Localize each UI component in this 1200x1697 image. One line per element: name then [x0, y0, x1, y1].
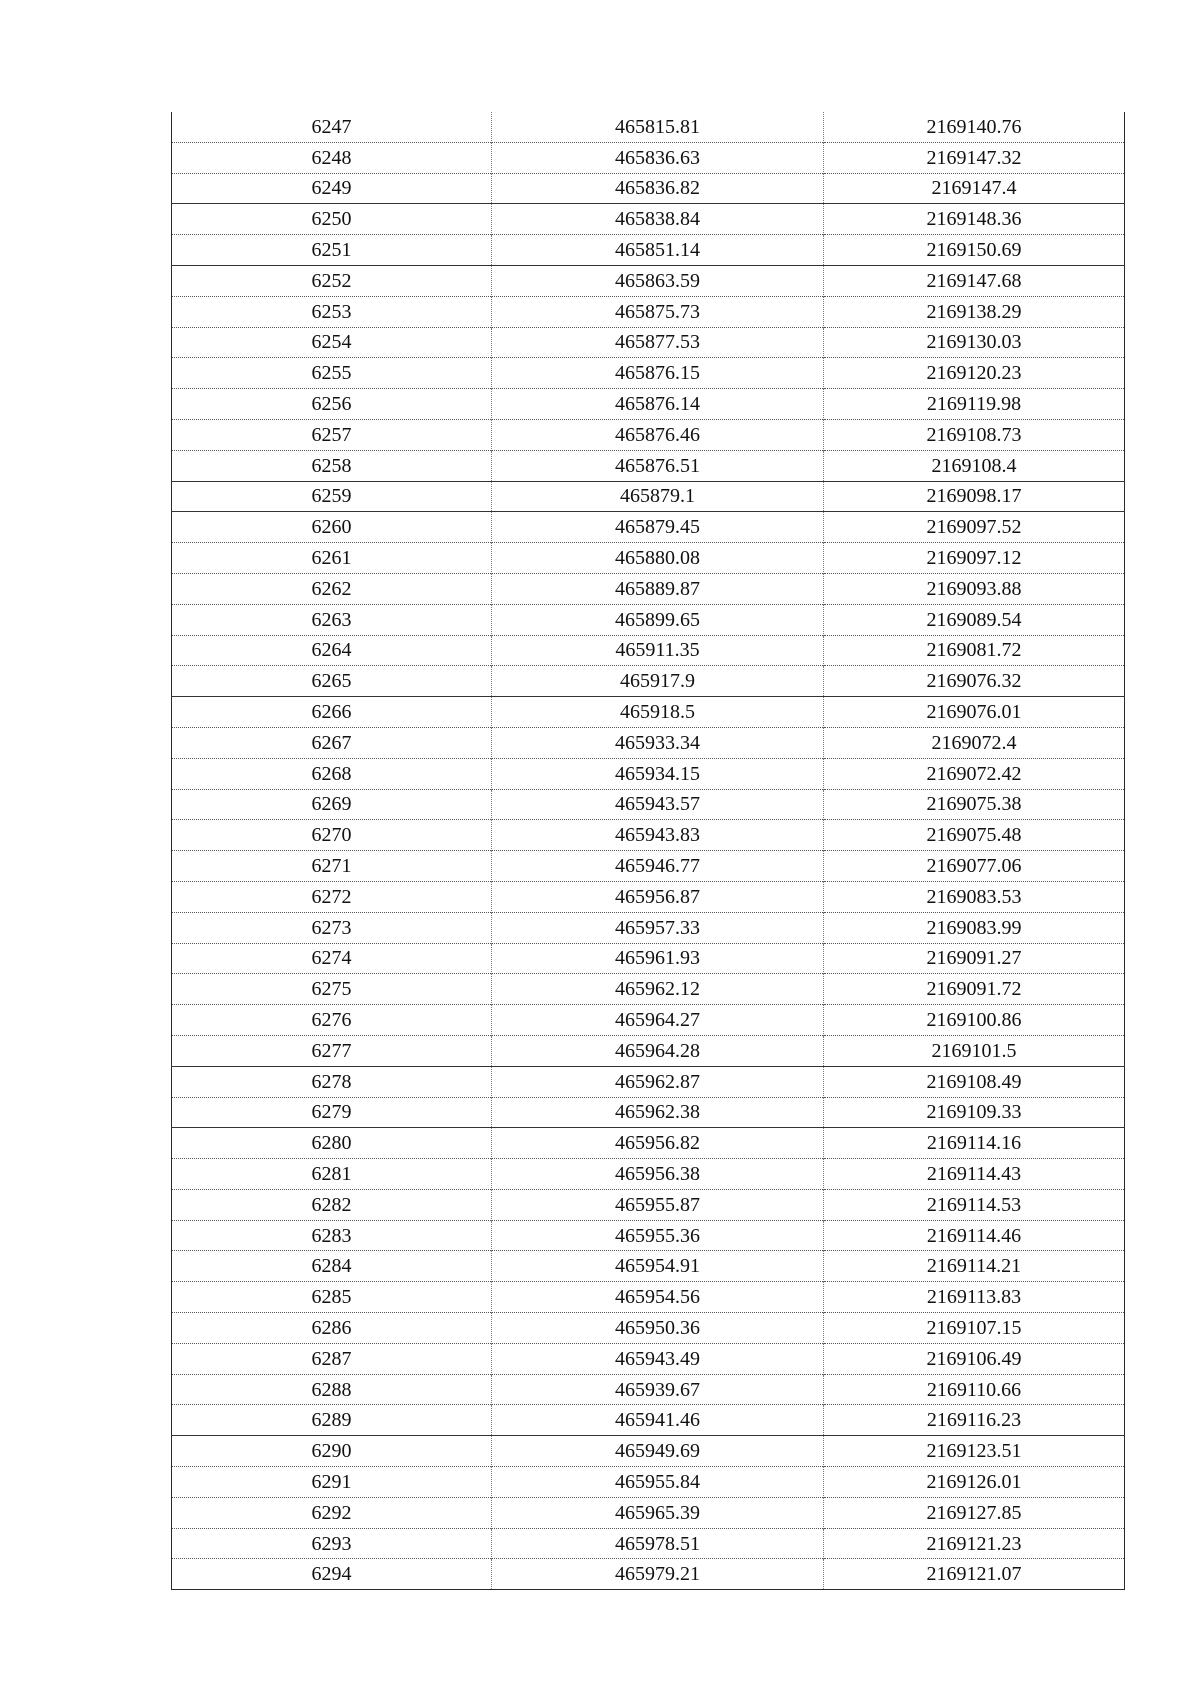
x-coordinate-cell: 465876.14	[492, 389, 824, 420]
x-coordinate-cell: 465836.63	[492, 142, 824, 173]
point-number-cell: 6269	[172, 789, 492, 820]
point-number-cell: 6276	[172, 1005, 492, 1036]
table-row	[172, 1528, 1125, 1559]
table-row	[172, 1313, 1125, 1344]
x-coordinate-cell: 465917.9	[492, 666, 824, 697]
table-row	[172, 1159, 1125, 1190]
x-coordinate-cell: 465961.93	[492, 943, 824, 974]
table-row	[172, 512, 1125, 543]
point-number-cell: 6286	[172, 1313, 492, 1344]
point-number-cell: 6261	[172, 543, 492, 574]
y-coordinate-cell: 2169147.4	[824, 173, 1125, 204]
y-coordinate-cell: 2169150.69	[824, 235, 1125, 266]
point-number-cell: 6280	[172, 1128, 492, 1159]
point-number-cell: 6282	[172, 1189, 492, 1220]
point-number-cell: 6270	[172, 820, 492, 851]
point-number-cell: 6273	[172, 912, 492, 943]
x-coordinate-cell: 465899.65	[492, 604, 824, 635]
table-row	[172, 265, 1125, 296]
y-coordinate-cell: 2169121.23	[824, 1528, 1125, 1559]
y-coordinate-cell: 2169113.83	[824, 1282, 1125, 1313]
point-number-cell: 6268	[172, 758, 492, 789]
table-row	[172, 1282, 1125, 1313]
point-number-cell: 6278	[172, 1066, 492, 1097]
y-coordinate-cell: 2169075.38	[824, 789, 1125, 820]
table-row	[172, 1066, 1125, 1097]
y-coordinate-cell: 2169072.4	[824, 727, 1125, 758]
table-row	[172, 389, 1125, 420]
table-row	[172, 1405, 1125, 1436]
x-coordinate-cell: 465956.82	[492, 1128, 824, 1159]
x-coordinate-cell: 465838.84	[492, 204, 824, 235]
point-number-cell: 6252	[172, 265, 492, 296]
table-row	[172, 1128, 1125, 1159]
table-row	[172, 912, 1125, 943]
table-row	[172, 1005, 1125, 1036]
table-row	[172, 789, 1125, 820]
y-coordinate-cell: 2169138.29	[824, 296, 1125, 327]
x-coordinate-cell: 465880.08	[492, 543, 824, 574]
point-number-cell: 6291	[172, 1467, 492, 1498]
y-coordinate-cell: 2169077.06	[824, 851, 1125, 882]
y-coordinate-cell: 2169076.01	[824, 697, 1125, 728]
point-number-cell: 6279	[172, 1097, 492, 1128]
point-number-cell: 6265	[172, 666, 492, 697]
y-coordinate-cell: 2169114.53	[824, 1189, 1125, 1220]
table-row	[172, 142, 1125, 173]
point-number-cell: 6289	[172, 1405, 492, 1436]
y-coordinate-cell: 2169114.21	[824, 1251, 1125, 1282]
x-coordinate-cell: 465939.67	[492, 1374, 824, 1405]
x-coordinate-cell: 465941.46	[492, 1405, 824, 1436]
point-number-cell: 6248	[172, 142, 492, 173]
x-coordinate-cell: 465978.51	[492, 1528, 824, 1559]
point-number-cell: 6258	[172, 450, 492, 481]
table-row	[172, 204, 1125, 235]
table-row	[172, 543, 1125, 574]
y-coordinate-cell: 2169072.42	[824, 758, 1125, 789]
y-coordinate-cell: 2169114.46	[824, 1220, 1125, 1251]
table-row	[172, 851, 1125, 882]
y-coordinate-cell: 2169091.27	[824, 943, 1125, 974]
point-number-cell: 6249	[172, 173, 492, 204]
point-number-cell: 6253	[172, 296, 492, 327]
y-coordinate-cell: 2169127.85	[824, 1497, 1125, 1528]
table-row	[172, 1035, 1125, 1066]
y-coordinate-cell: 2169147.32	[824, 142, 1125, 173]
y-coordinate-cell: 2169109.33	[824, 1097, 1125, 1128]
table-row	[172, 1559, 1125, 1590]
y-coordinate-cell: 2169107.15	[824, 1313, 1125, 1344]
point-number-cell: 6294	[172, 1559, 492, 1590]
x-coordinate-cell: 465962.87	[492, 1066, 824, 1097]
x-coordinate-cell: 465851.14	[492, 235, 824, 266]
y-coordinate-cell: 2169116.23	[824, 1405, 1125, 1436]
y-coordinate-cell: 2169130.03	[824, 327, 1125, 358]
point-number-cell: 6255	[172, 358, 492, 389]
table-row	[172, 604, 1125, 635]
x-coordinate-cell: 465889.87	[492, 573, 824, 604]
x-coordinate-cell: 465863.59	[492, 265, 824, 296]
table-row	[172, 296, 1125, 327]
point-number-cell: 6250	[172, 204, 492, 235]
x-coordinate-cell: 465962.38	[492, 1097, 824, 1128]
y-coordinate-cell: 2169097.12	[824, 543, 1125, 574]
y-coordinate-cell: 2169106.49	[824, 1343, 1125, 1374]
y-coordinate-cell: 2169091.72	[824, 974, 1125, 1005]
x-coordinate-cell: 465946.77	[492, 851, 824, 882]
y-coordinate-cell: 2169089.54	[824, 604, 1125, 635]
x-coordinate-cell: 465954.91	[492, 1251, 824, 1282]
table-row	[172, 697, 1125, 728]
table-row	[172, 419, 1125, 450]
x-coordinate-cell: 465955.87	[492, 1189, 824, 1220]
table-row	[172, 573, 1125, 604]
point-number-cell: 6247	[311, 115, 352, 138]
y-coordinate-cell: 2169101.5	[824, 1035, 1125, 1066]
table-row	[172, 881, 1125, 912]
table-row	[172, 1189, 1125, 1220]
x-coordinate-cell: 465911.35	[492, 635, 824, 666]
y-coordinate-cell: 2169098.17	[824, 481, 1125, 512]
table-row	[172, 1251, 1125, 1282]
point-number-cell: 6251	[172, 235, 492, 266]
x-coordinate-cell: 465956.87	[492, 881, 824, 912]
table-row	[172, 727, 1125, 758]
x-coordinate-cell: 465879.1	[492, 481, 824, 512]
point-number-cell: 6292	[172, 1497, 492, 1528]
point-number-cell: 6288	[172, 1374, 492, 1405]
table-row	[172, 1343, 1125, 1374]
x-coordinate-cell: 465815.81	[492, 112, 824, 142]
y-coordinate-cell: 2169108.49	[824, 1066, 1125, 1097]
x-coordinate-cell: 465877.53	[492, 327, 824, 358]
y-coordinate-cell: 2169097.52	[824, 512, 1125, 543]
x-coordinate-cell: 465934.15	[492, 758, 824, 789]
x-coordinate-cell: 465836.82	[492, 173, 824, 204]
table-row	[172, 666, 1125, 697]
x-coordinate-cell: 465876.15	[492, 358, 824, 389]
table-row	[172, 1097, 1125, 1128]
point-number-cell: 6262	[172, 573, 492, 604]
point-number-cell: 6263	[172, 604, 492, 635]
x-coordinate-cell: 465876.46	[492, 419, 824, 450]
y-coordinate-cell: 2169147.68	[824, 265, 1125, 296]
table-row	[172, 1374, 1125, 1405]
y-coordinate-cell: 2169121.07	[824, 1559, 1125, 1590]
coordinates-table-body	[172, 112, 1125, 1590]
point-number-cell: 6254	[172, 327, 492, 358]
y-coordinate-cell: 2169076.32	[824, 666, 1125, 697]
x-coordinate-cell: 465964.28	[492, 1035, 824, 1066]
x-coordinate-cell: 465962.12	[492, 974, 824, 1005]
x-coordinate-cell: 465965.39	[492, 1497, 824, 1528]
x-coordinate-cell: 465979.21	[492, 1559, 824, 1590]
table-row	[172, 1436, 1125, 1467]
y-coordinate-cell: 2169083.53	[824, 881, 1125, 912]
point-number-cell: 6283	[172, 1220, 492, 1251]
y-coordinate-cell: 2169108.73	[824, 419, 1125, 450]
table-row	[172, 943, 1125, 974]
y-coordinate-cell: 2169119.98	[824, 389, 1125, 420]
x-coordinate-cell: 465943.49	[492, 1343, 824, 1374]
point-number-cell: 6284	[172, 1251, 492, 1282]
coordinates-table	[171, 112, 1125, 1590]
x-coordinate-cell: 465876.51	[492, 450, 824, 481]
point-number-cell: 6290	[172, 1436, 492, 1467]
x-coordinate-cell: 465954.56	[492, 1282, 824, 1313]
table-row	[172, 173, 1125, 204]
x-coordinate-cell: 465950.36	[492, 1313, 824, 1344]
x-coordinate-cell: 465879.45	[492, 512, 824, 543]
table-row	[172, 1220, 1125, 1251]
point-number-cell: 6266	[172, 697, 492, 728]
table-row	[172, 358, 1125, 389]
y-coordinate-cell: 2169140.76	[824, 112, 1125, 142]
point-number-cell: 6275	[172, 974, 492, 1005]
x-coordinate-cell: 465964.27	[492, 1005, 824, 1036]
y-coordinate-cell: 2169114.16	[824, 1128, 1125, 1159]
x-coordinate-cell: 465933.34	[492, 727, 824, 758]
y-coordinate-cell: 2169081.72	[824, 635, 1125, 666]
point-number-cell: 6287	[172, 1343, 492, 1374]
y-coordinate-cell: 2169126.01	[824, 1467, 1125, 1498]
table-row	[172, 1497, 1125, 1528]
x-coordinate-cell: 465955.84	[492, 1467, 824, 1498]
table-row	[172, 820, 1125, 851]
point-number-cell: 6274	[172, 943, 492, 974]
y-coordinate-cell: 2169075.48	[824, 820, 1125, 851]
y-coordinate-cell: 2169114.43	[824, 1159, 1125, 1190]
point-number-cell: 6257	[172, 419, 492, 450]
y-coordinate-cell: 2169083.99	[824, 912, 1125, 943]
point-number-cell: 6271	[172, 851, 492, 882]
x-coordinate-cell: 465875.73	[492, 296, 824, 327]
point-number-cell: 6293	[172, 1528, 492, 1559]
x-coordinate-cell: 465918.5	[492, 697, 824, 728]
x-coordinate-cell: 465943.83	[492, 820, 824, 851]
table-row	[172, 974, 1125, 1005]
y-coordinate-cell: 2169120.23	[824, 358, 1125, 389]
table-row	[172, 235, 1125, 266]
x-coordinate-cell: 465949.69	[492, 1436, 824, 1467]
y-coordinate-cell: 2169110.66	[824, 1374, 1125, 1405]
point-number-cell: 6285	[172, 1282, 492, 1313]
y-coordinate-cell: 2169108.4	[824, 450, 1125, 481]
table-row	[172, 450, 1125, 481]
point-number-cell: 6264	[172, 635, 492, 666]
table-row	[172, 1467, 1125, 1498]
point-number-cell: 6260	[172, 512, 492, 543]
table-row	[172, 327, 1125, 358]
table-row	[172, 481, 1125, 512]
table-row	[172, 112, 1125, 142]
point-number-cell: 6281	[172, 1159, 492, 1190]
table-row	[172, 758, 1125, 789]
table-row	[172, 635, 1125, 666]
y-coordinate-cell: 2169100.86	[824, 1005, 1125, 1036]
point-number-cell: 6272	[172, 881, 492, 912]
x-coordinate-cell: 465943.57	[492, 789, 824, 820]
point-number-cell: 6277	[172, 1035, 492, 1066]
x-coordinate-cell: 465956.38	[492, 1159, 824, 1190]
point-number-cell: 6256	[172, 389, 492, 420]
x-coordinate-cell: 465955.36	[492, 1220, 824, 1251]
y-coordinate-cell: 2169148.36	[824, 204, 1125, 235]
point-number-cell: 6259	[172, 481, 492, 512]
y-coordinate-cell: 2169123.51	[824, 1436, 1125, 1467]
point-number-cell: 6267	[172, 727, 492, 758]
y-coordinate-cell: 2169093.88	[824, 573, 1125, 604]
x-coordinate-cell: 465957.33	[492, 912, 824, 943]
